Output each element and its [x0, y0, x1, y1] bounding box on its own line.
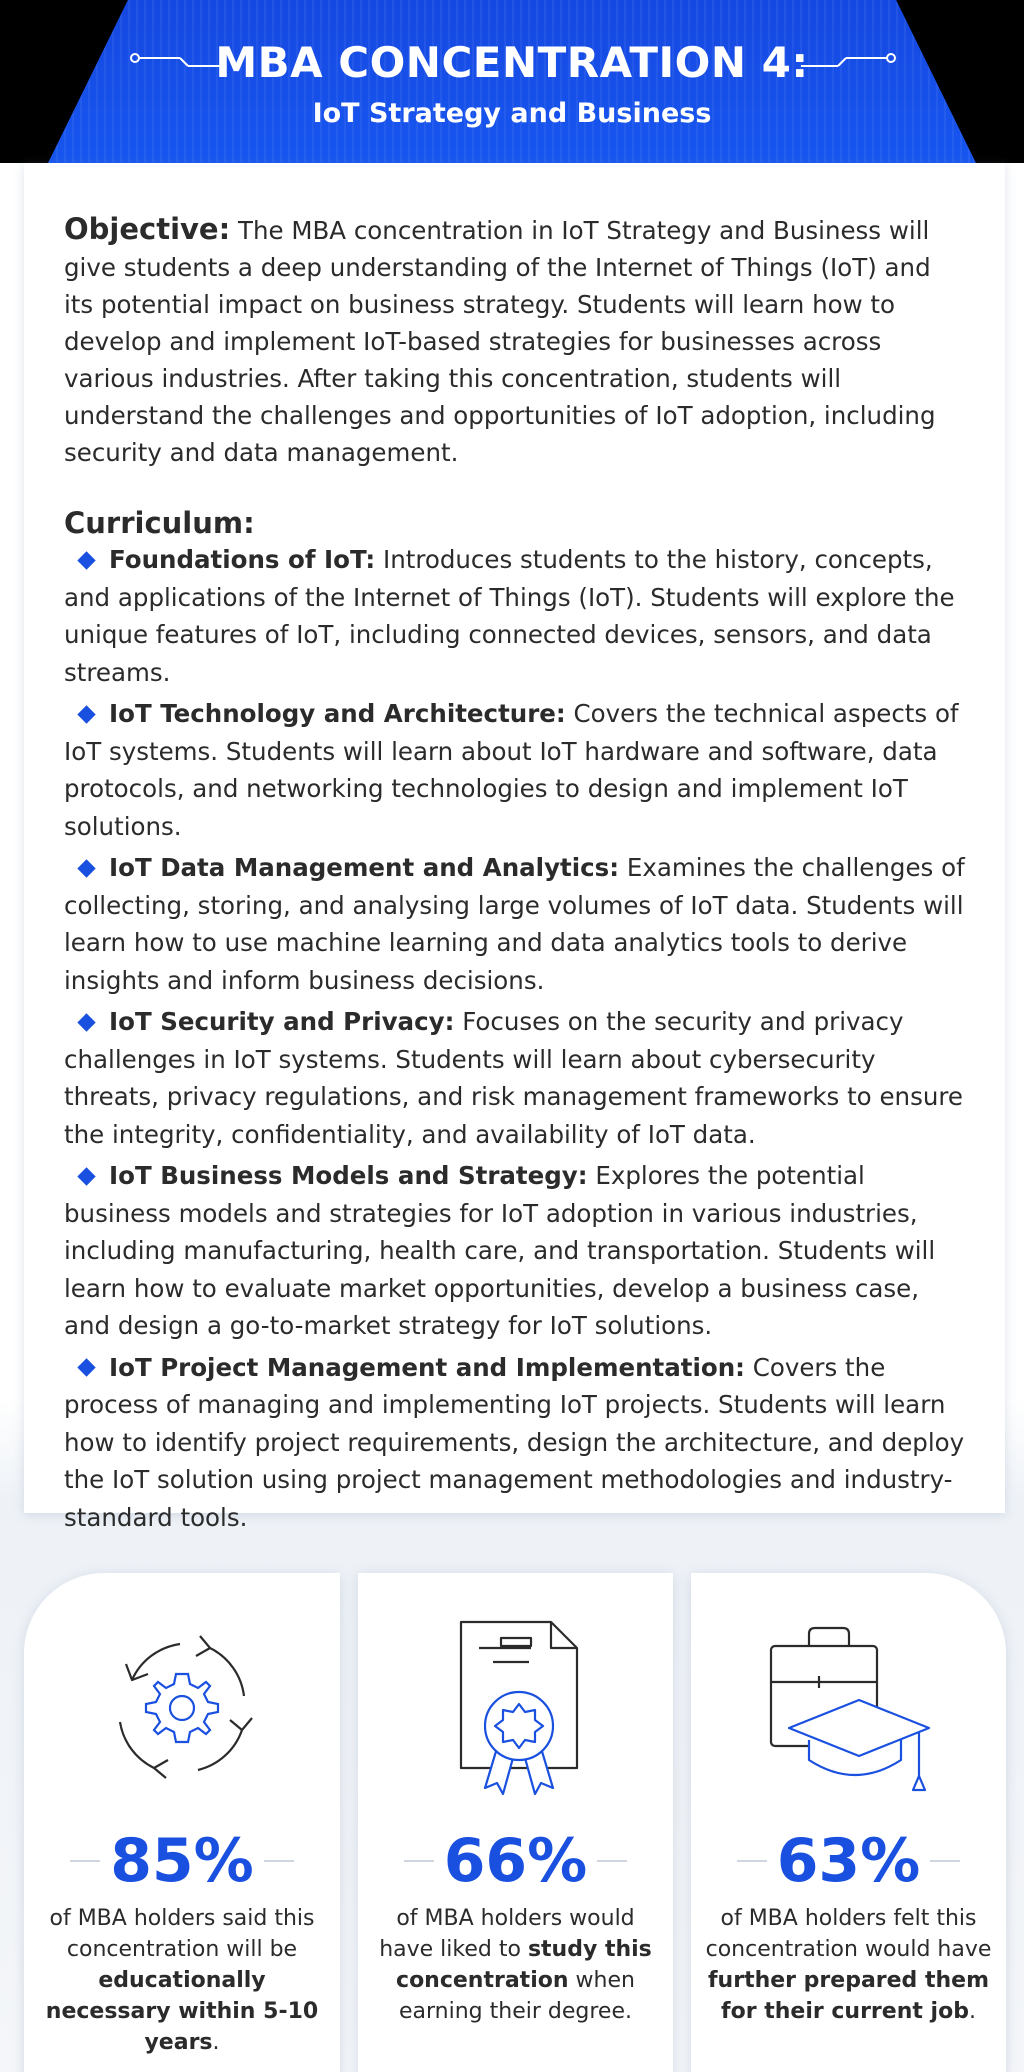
stat-card-study-interest [358, 1573, 673, 2072]
curriculum-item [64, 849, 965, 999]
divider-line [264, 1860, 294, 1862]
stat-desc-bold: study this concentration [396, 1937, 652, 1993]
diamond-bullet-icon [77, 1167, 95, 1185]
curriculum-item-title: IoT Security and Privacy: [109, 1007, 455, 1036]
divider-line [737, 1860, 767, 1862]
curriculum-item [64, 695, 965, 845]
curriculum-item-title: Foundations of IoT: [109, 545, 376, 574]
diamond-bullet-icon [77, 1013, 95, 1031]
curriculum-item-text: Covers the technical aspects of IoT systems. Students will learn about IoT hardware and software, data protocols, and networking technologies to design and implement IoT solutions. [64, 699, 959, 841]
divider-line [930, 1860, 960, 1862]
stat-number-row [358, 1826, 673, 1896]
stat-desc-pre: of MBA holders said this concentration will be [49, 1906, 315, 1962]
diamond-bullet-icon [77, 551, 95, 569]
curriculum-item-title: IoT Business Models and Strategy: [109, 1161, 588, 1190]
objective-text: The MBA concentration in IoT Strategy and Business will give students a deep understanding of the Internet of Things (IoT) and its potential impact on business strategy. Students will learn how to develop and implement IoT-based strategies for businesses across various industries. After taking this concentration, students will understand the challenges and opportunities of IoT adoption, including security and data management. [64, 216, 936, 467]
curriculum-item-text: Examines the challenges of collecting, storing, and analysing large volumes of IoT data. Students will learn how to use machine learning and data analytics tools to derive insights and inform business decisions. [64, 853, 965, 995]
stat-desc-post: when earning their degree. [399, 1968, 635, 2024]
gear-cycle-icon [92, 1618, 272, 1798]
curriculum-item-text: Focuses on the security and privacy challenges in IoT systems. Students will learn about cybersecurity threats, privacy regulations, and risk management frameworks to ensure the integrity, confidentiality, and availability of IoT data. [64, 1007, 963, 1149]
curriculum-item [64, 1157, 965, 1345]
header-banner [0, 0, 1024, 163]
diamond-bullet-icon [77, 1358, 95, 1376]
stat-number-row [691, 1826, 1006, 1896]
page-subtitle: IoT Strategy and Business [312, 98, 712, 129]
curriculum-list [64, 541, 965, 1536]
stat-desc-post: . [968, 1999, 976, 2024]
briefcase-graduation-icon [759, 1618, 939, 1808]
diamond-bullet-icon [77, 859, 95, 877]
objective-paragraph [64, 211, 965, 471]
stat-desc-bold: educationally necessary within 5-10 years [45, 1968, 319, 2055]
divider-line [597, 1860, 627, 1862]
stat-card-job-preparation [691, 1573, 1006, 2072]
stat-value: 85% [110, 1826, 254, 1896]
stat-description [24, 1903, 340, 2058]
curriculum-item [64, 1349, 965, 1537]
divider-line [404, 1860, 434, 1862]
stat-desc-pre: of MBA holders felt this concentration would have [705, 1906, 992, 1962]
content-card [24, 163, 1005, 1532]
curriculum-heading: Curriculum: [64, 506, 255, 540]
curriculum-item-title: IoT Project Management and Implementation: [109, 1352, 745, 1382]
objective-label: Objective: [64, 212, 231, 246]
curriculum-item-text: Introduces students to the history, concepts, and applications of the Internet of Things (IoT). Students will explore the unique features of IoT, including connected devices, sensors, and data streams. [64, 545, 955, 687]
curriculum-item-title: IoT Data Management and Analytics: [109, 853, 620, 882]
stat-description [358, 1903, 673, 2027]
curriculum-item-text: Explores the potential business models and strategies for IoT adoption in various industries, including manufacturing, health care, and transportation. Students will learn how to evaluate market opportunities, develop a business case, and design a go-to-market strategy for IoT solutions. [64, 1161, 936, 1340]
stat-value: 66% [443, 1826, 588, 1896]
stat-desc-bold: further prepared them for their current job [707, 1968, 989, 2024]
curriculum-item [64, 1003, 965, 1153]
curriculum-item-text: Covers the process of managing and implementing IoT projects. Students will learn how to identify project requirements, design the architecture, and deploy the IoT solution using project management methodologies and industry-standard tools. [64, 1352, 965, 1532]
divider-line [70, 1860, 100, 1862]
stat-card-educational-necessity [24, 1573, 340, 2072]
certificate-icon [441, 1618, 591, 1808]
curriculum-item [64, 541, 965, 691]
page-title: MBA CONCENTRATION 4: [215, 38, 809, 87]
stat-number-row [24, 1826, 340, 1896]
stat-value: 63% [776, 1826, 921, 1896]
curriculum-item-title: IoT Technology and Architecture: [109, 699, 566, 728]
diamond-bullet-icon [77, 705, 95, 723]
stat-desc-pre: of MBA holders would have liked to [379, 1906, 635, 1962]
stat-description [691, 1903, 1006, 2027]
stat-desc-post: . [212, 2030, 220, 2055]
